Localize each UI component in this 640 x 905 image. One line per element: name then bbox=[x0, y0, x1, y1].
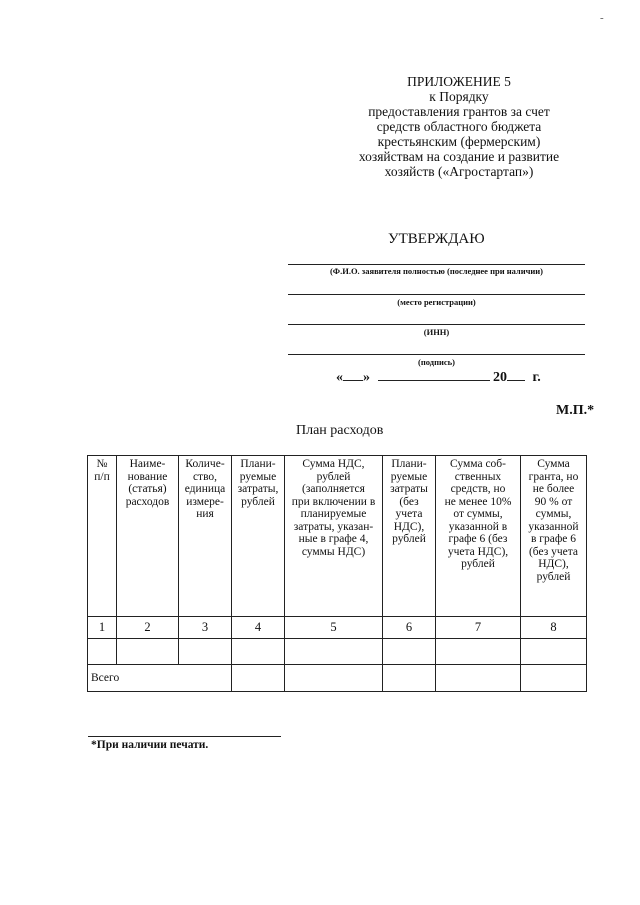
appendix-line: крестьянским (фермерским) bbox=[377, 134, 541, 149]
column-number: 3 bbox=[179, 617, 232, 639]
date-month-blank bbox=[378, 380, 490, 381]
appendix-header bbox=[330, 74, 588, 179]
column-header: Количе- ство, единица измере- ния bbox=[179, 456, 232, 617]
fio-line bbox=[288, 264, 585, 265]
appendix-line: хозяйств («Агростартап») bbox=[384, 164, 534, 179]
approval-title: УТВЕРЖДАЮ bbox=[388, 231, 485, 247]
stamp-label: М.П.* bbox=[556, 403, 595, 418]
inn-line bbox=[288, 324, 585, 325]
table-row bbox=[88, 639, 587, 665]
column-header: Сумма НДС, рублей (заполняется при включении в планируемые затраты, указан- ные в графе 4, суммы НДС) bbox=[285, 456, 383, 617]
column-number: 4 bbox=[232, 617, 285, 639]
date-year-blank bbox=[507, 380, 525, 381]
corner-mark: - bbox=[600, 12, 604, 24]
date-quote-open: « bbox=[336, 370, 343, 385]
table-cell[interactable] bbox=[383, 665, 436, 692]
appendix-line: ПРИЛОЖЕНИЕ 5 bbox=[407, 74, 511, 89]
date-year-suffix: г. bbox=[532, 370, 541, 385]
footnote-separator bbox=[88, 736, 281, 737]
column-number: 6 bbox=[383, 617, 436, 639]
column-number: 5 bbox=[285, 617, 383, 639]
table-cell[interactable] bbox=[88, 639, 117, 665]
column-header: Сумма соб- ственных средств, но не менее 10% от суммы, указанной в графе 6 (без учета НДС), рублей bbox=[436, 456, 521, 617]
date-year-prefix: 20 bbox=[493, 370, 507, 385]
plan-title: План расходов bbox=[296, 423, 384, 438]
table-cell[interactable] bbox=[436, 665, 521, 692]
column-number-row bbox=[88, 617, 587, 639]
column-header: Плани- руемые затраты, рублей bbox=[232, 456, 285, 617]
table-cell[interactable] bbox=[521, 665, 587, 692]
table-cell[interactable] bbox=[436, 639, 521, 665]
column-header: Плани- руемые затраты (без учета НДС), рублей bbox=[383, 456, 436, 617]
table-cell[interactable] bbox=[232, 639, 285, 665]
column-header: № п/п bbox=[88, 456, 117, 617]
column-header: Наиме- нование (статья) расходов bbox=[117, 456, 179, 617]
signature-line bbox=[288, 354, 585, 355]
place-caption: (место регистрации) bbox=[397, 297, 476, 307]
footnote: *При наличии печати. bbox=[91, 739, 209, 751]
date-day-blank bbox=[343, 380, 363, 381]
column-header: Сумма гранта, но не более 90 % от суммы, указанной в графе 6 (без учета НДС), рублей bbox=[521, 456, 587, 617]
appendix-line: хозяйствам на создание и развитие bbox=[358, 149, 560, 164]
column-number: 7 bbox=[436, 617, 521, 639]
appendix-line: средств областного бюджета bbox=[376, 119, 542, 134]
signature-caption: (подпись) bbox=[418, 357, 455, 367]
date-quote-close: » bbox=[363, 370, 370, 385]
table-cell[interactable] bbox=[285, 665, 383, 692]
table-cell[interactable] bbox=[117, 639, 179, 665]
column-number: 8 bbox=[521, 617, 587, 639]
date-row bbox=[336, 370, 541, 386]
column-number: 2 bbox=[117, 617, 179, 639]
total-row bbox=[88, 665, 587, 692]
column-number: 1 bbox=[88, 617, 117, 639]
table-cell[interactable] bbox=[179, 639, 232, 665]
plan-table bbox=[87, 455, 587, 692]
total-label: Всего bbox=[88, 665, 232, 692]
fio-caption: (Ф.И.О. заявителя полностью (последнее при наличии) bbox=[329, 266, 544, 276]
table-header-row bbox=[88, 456, 587, 617]
table-cell[interactable] bbox=[521, 639, 587, 665]
place-line bbox=[288, 294, 585, 295]
inn-caption: (ИНН) bbox=[423, 327, 450, 337]
table-cell[interactable] bbox=[383, 639, 436, 665]
table-cell[interactable] bbox=[285, 639, 383, 665]
appendix-line: предоставления грантов за счет bbox=[368, 104, 550, 119]
appendix-line: к Порядку bbox=[429, 89, 489, 104]
table-cell[interactable] bbox=[232, 665, 285, 692]
